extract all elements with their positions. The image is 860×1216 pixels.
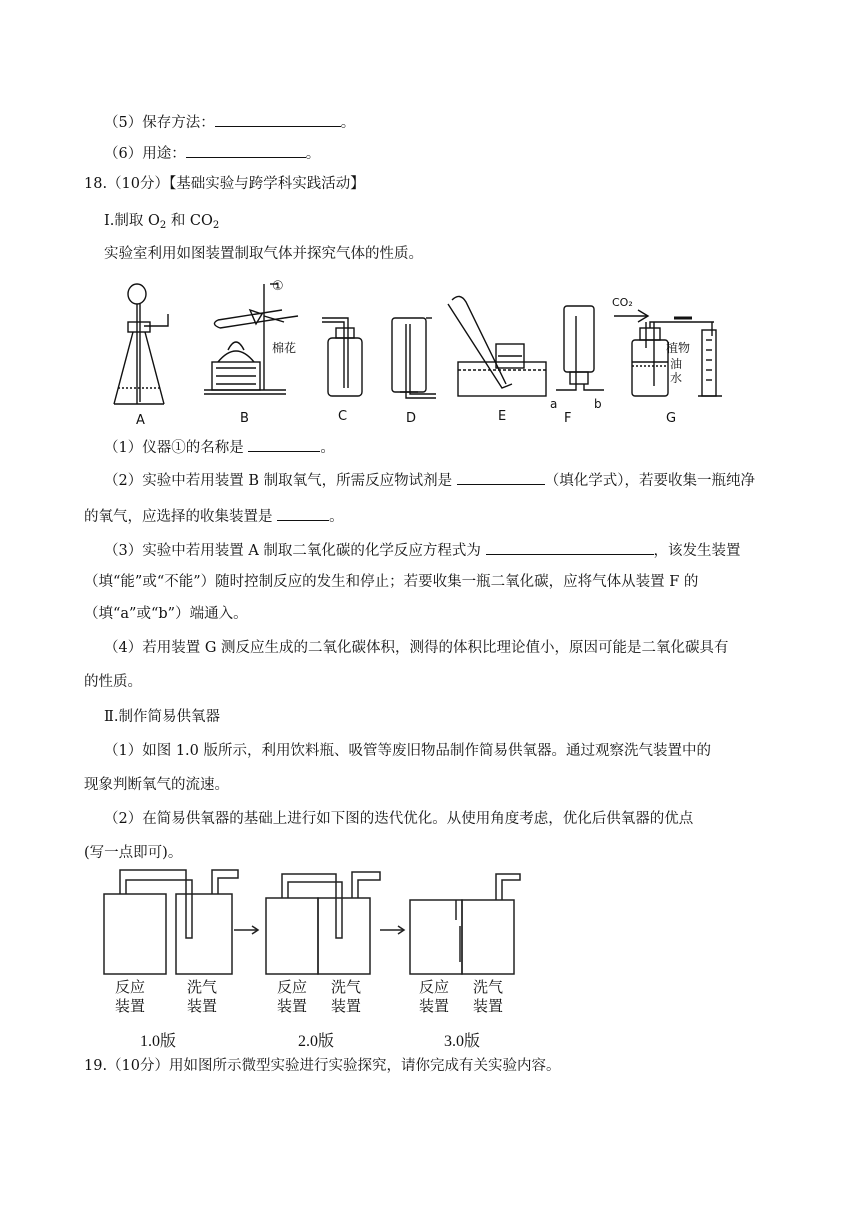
version-3-label: 3.0版 [444, 1033, 481, 1050]
port-b-label: b [594, 397, 602, 411]
q18-part2-title: Ⅱ.制作简易供氧器 [104, 709, 220, 725]
q18-part2-sub2-line2: (写一点即可)。 [84, 845, 183, 861]
q18-sub3-line1: （3）实验中若用装置 A 制取二氧化碳的化学反应方程式为 ，该发生装置 [104, 540, 741, 561]
oil-label-1: 植物 [666, 341, 691, 355]
answer-blank[interactable] [186, 143, 306, 158]
q18-intro: 实验室利用如图装置制取气体并探究气体的性质。 [104, 246, 423, 262]
apparatus-f-bottle-icon [556, 306, 604, 390]
apparatus-d-bottle-icon [392, 318, 436, 398]
version1-diagram-icon [104, 870, 238, 974]
letter-c: C [338, 409, 348, 424]
answer-blank[interactable] [248, 437, 320, 452]
letter-f: F [564, 411, 572, 426]
co2-label: CO₂ [612, 296, 633, 309]
q17-item6: （6）用途： 。 [104, 143, 320, 164]
water-label: 水 [670, 371, 683, 385]
oxygen-supplier-figure [100, 866, 530, 976]
letter-g: G [666, 411, 677, 426]
oil-label-2: 油 [670, 357, 683, 371]
q18-part2-sub1-line1: （1）如图 1.0 版所示，利用饮料瓶、吸管等废旧物品制作简易供氧器。通过观察洗气装置中的 [104, 743, 711, 759]
apparatus-c-bottle-icon [322, 318, 362, 396]
port-a-label: a [550, 397, 558, 411]
v2-wash-label: 洗气 装置 [330, 978, 361, 1015]
apparatus-e-trough-icon [448, 296, 546, 396]
q18-sub4-line1: （4）若用装置 G 测反应生成的二氧化碳体积，测得的体积比理论值小，原因可能是二氧化碳具有 [104, 640, 729, 656]
q18-sub4-line2: 的性质。 [84, 674, 142, 690]
v3-wash-label: 洗气 装置 [472, 978, 503, 1015]
apparatus-figure [100, 276, 740, 428]
q18-sub3-line2: （填“能”或“不能”）随时控制反应的发生和停止；若要收集一瓶二氧化碳，应将气体从装置 F 的 [84, 574, 699, 590]
version3-diagram-icon [410, 874, 520, 974]
q18-header: 18.（10分）【基础实验与跨学科实践活动】 [84, 176, 365, 192]
q19-header: 19.（10分）用如图所示微型实验进行实验探究，请你完成有关实验内容。 [84, 1058, 561, 1074]
answer-blank[interactable] [457, 470, 545, 485]
letter-d: D [406, 411, 417, 426]
cotton-label: 棉花 [272, 341, 297, 355]
answer-blank[interactable] [215, 112, 341, 127]
q18-part2-sub2-line1: （2）在简易供氧器的基础上进行如下图的迭代优化。从使用角度考虑，优化后供氧器的优点 [104, 811, 694, 827]
q18-part1-title: Ⅰ.制取 $O_2$ 和 $CO_2$ [104, 213, 220, 231]
answer-blank[interactable] [486, 540, 654, 555]
version-1-label: 1.0版 [140, 1033, 177, 1050]
version-2-label: 2.0版 [298, 1033, 335, 1050]
q17-item5: （5）保存方法： 。 [104, 112, 355, 133]
v1-reaction-label: 反应 装置 [114, 978, 145, 1015]
q18-sub3-line3: （填“a”或“b”）端通入。 [84, 606, 248, 622]
answer-blank[interactable] [277, 506, 329, 521]
q18-sub1: （1）仪器①的名称是 。 [104, 437, 335, 458]
apparatus-b-heating-icon [204, 284, 298, 394]
letter-b: B [240, 411, 249, 426]
apparatus-a-flask-icon [114, 284, 168, 404]
v1-wash-label: 洗气 装置 [186, 978, 217, 1015]
version2-diagram-icon [266, 872, 380, 974]
marker-label: ① [272, 279, 284, 294]
q18-sub2-line2: 的氧气，应选择的收集装置是 。 [84, 506, 344, 527]
v2-reaction-label: 反应 装置 [276, 978, 307, 1015]
q18-sub2-line1: （2）实验中若用装置 B 制取氧气，所需反应物试剂是 （填化学式），若要收集一瓶纯净 [104, 470, 755, 491]
q18-part2-sub1-line2: 现象判断氧气的流速。 [84, 777, 229, 793]
v3-reaction-label: 反应 装置 [418, 978, 449, 1015]
letter-a: A [136, 413, 145, 428]
letter-e: E [498, 409, 507, 424]
